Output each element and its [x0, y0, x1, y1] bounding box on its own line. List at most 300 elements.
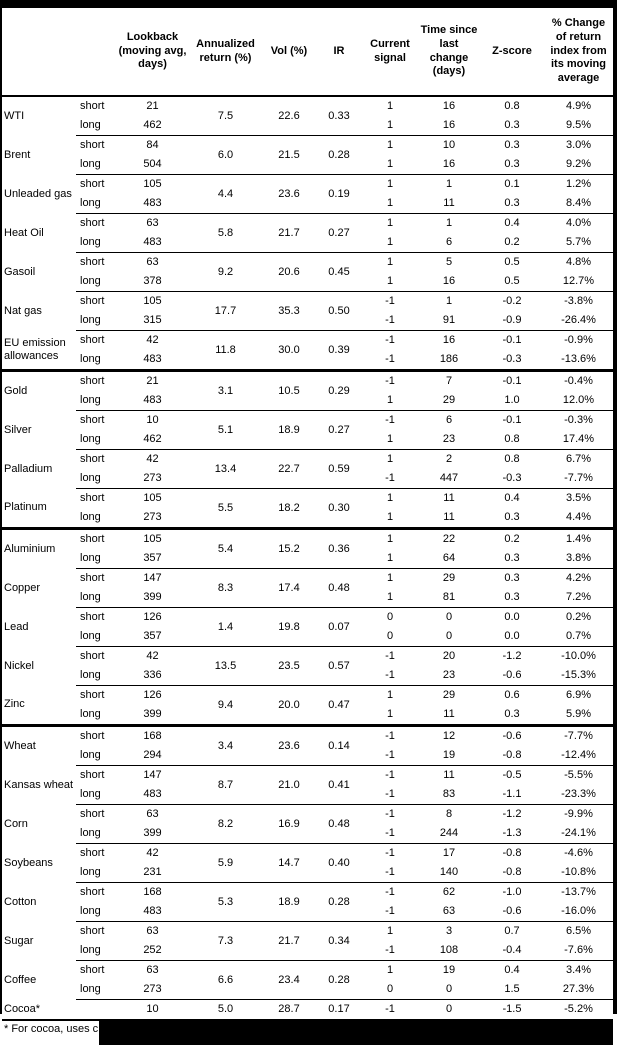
days-since-change-value: 19 — [442, 749, 456, 762]
annualized-return-value: 13.5 — [189, 647, 262, 686]
lookback-value: 273 — [143, 472, 162, 485]
days-since-change-value: 7 — [418, 371, 480, 392]
zscore-value: 0.2 — [480, 529, 544, 550]
commodity-name: Corn — [4, 817, 28, 830]
commodity-name: Unleaded gas — [4, 187, 72, 200]
table-row — [2, 961, 613, 981]
position-label: long — [80, 669, 101, 682]
zscore-value: -0.1 — [480, 411, 544, 431]
zscore-value: -0.6 — [502, 905, 522, 918]
signal-value: 1 — [362, 214, 418, 234]
lookback-value: 273 — [143, 511, 162, 524]
position-label: long — [80, 983, 101, 996]
signal-value: 1 — [386, 591, 394, 604]
zscore-value: 0.3 — [480, 569, 544, 589]
vol-value: 21.0 — [262, 766, 316, 805]
position-label: long — [80, 472, 101, 485]
position-label: long — [80, 708, 101, 721]
lookback-value: 462 — [143, 119, 162, 132]
days-since-change-value: 16 — [442, 275, 456, 288]
position-label: long — [80, 630, 101, 643]
lookback-value: 315 — [143, 314, 162, 327]
vol-value: 20.6 — [262, 253, 316, 292]
annualized-return-value: 8.3 — [189, 569, 262, 608]
ir-value: 0.40 — [316, 844, 362, 883]
days-since-change-value: 3 — [418, 922, 480, 942]
lookback-value: 105 — [116, 529, 189, 550]
zscore-value: 0.3 — [504, 591, 520, 604]
signal-value: -1 — [385, 669, 395, 682]
signal-value: -1 — [362, 647, 418, 667]
column-header-ir: IR — [316, 8, 362, 96]
table-row — [2, 608, 613, 628]
position-label: long — [80, 353, 101, 366]
pct-change-value: -5.2% — [544, 1000, 613, 1020]
commodity-name: Aluminium — [2, 529, 76, 569]
column-header-pct-change: % Change of return index from its moving average — [544, 8, 613, 96]
commodity-name: Lead — [4, 620, 29, 633]
vol-value: 23.6 — [262, 726, 316, 766]
commodity-name: Palladium — [4, 462, 53, 475]
pct-change-value: 9.2% — [565, 158, 592, 171]
pct-change-value: 0.2% — [544, 608, 613, 628]
commodity-name: Heat Oil — [4, 226, 44, 239]
days-since-change-value: 6 — [445, 236, 453, 249]
vol-value: 17.4 — [262, 569, 316, 608]
days-since-change-value: 6 — [418, 411, 480, 431]
days-since-change-value: 91 — [442, 314, 456, 327]
annualized-return-value: 5.1 — [189, 411, 262, 450]
commodity-name: Soybeans — [4, 856, 53, 869]
zscore-value: -0.6 — [502, 669, 522, 682]
commodity-name: Sugar — [4, 934, 34, 947]
vol-value: 30.0 — [262, 331, 316, 371]
pct-change-value: 9.5% — [565, 119, 592, 132]
pct-change-value: 7.2% — [565, 591, 592, 604]
zscore-value: -1.2 — [480, 805, 544, 825]
zscore-value: -1.1 — [502, 788, 522, 801]
lookback-value: 63 — [116, 961, 189, 981]
pct-change-value: -15.3% — [561, 669, 596, 682]
table-row — [2, 647, 613, 667]
days-since-change-value: 17 — [418, 844, 480, 864]
commodity-name: Platinum — [4, 501, 47, 514]
lookback-value: 147 — [116, 766, 189, 786]
lookback-value: 252 — [143, 944, 162, 957]
pct-change-value: 3.4% — [544, 961, 613, 981]
zscore-value: -0.6 — [480, 726, 544, 747]
days-since-change-value: 244 — [439, 827, 459, 840]
lookback-value: 126 — [116, 686, 189, 706]
annualized-return-value: 13.4 — [189, 450, 262, 489]
lookback-value: 105 — [116, 292, 189, 312]
zscore-value: -1.5 — [480, 1000, 544, 1020]
lookback-value: 357 — [143, 552, 162, 565]
commodity-name: Kansas wheat — [4, 778, 74, 791]
pct-change-value: 12.7% — [562, 275, 595, 288]
commodity-name: Brent — [4, 148, 31, 161]
annualized-return-value: 3.4 — [189, 726, 262, 766]
annualized-return-value: 7.5 — [217, 109, 234, 122]
signal-value: 0 — [362, 608, 418, 628]
commodity-name: Silver — [4, 423, 32, 436]
pct-change-value: 4.8% — [544, 253, 613, 273]
annualized-return-value: 11.8 — [189, 331, 262, 371]
table-body — [2, 96, 613, 1019]
position-label: short — [76, 922, 116, 942]
position-label: short — [76, 371, 116, 392]
days-since-change-value: 19 — [418, 961, 480, 981]
position-label: short — [76, 214, 116, 234]
position-label: short — [76, 883, 116, 903]
days-since-change-value: 16 — [418, 331, 480, 351]
table-row — [2, 1000, 613, 1020]
table-row — [2, 844, 613, 864]
position-label: short — [76, 647, 116, 667]
days-since-change-value: 447 — [439, 472, 459, 485]
zscore-value: 0.3 — [504, 708, 520, 721]
lookback-value: 10 — [116, 1000, 189, 1020]
lookback-value: 168 — [116, 726, 189, 747]
pct-change-value: 0.7% — [565, 630, 592, 643]
pct-change-value: -13.6% — [561, 353, 596, 366]
pct-change-value: -3.8% — [544, 292, 613, 312]
annualized-return-value: 5.4 — [189, 529, 262, 569]
vol-value: 35.3 — [262, 292, 316, 331]
zscore-value: 1.0 — [504, 394, 520, 407]
zscore-value: 0.0 — [480, 608, 544, 628]
lookback-value: 294 — [143, 749, 162, 762]
table-row — [2, 529, 613, 550]
position-label: short — [76, 292, 116, 312]
table-row — [2, 96, 613, 116]
zscore-value: 0.3 — [504, 158, 520, 171]
pct-change-value: 1.2% — [544, 175, 613, 195]
days-since-change-value: 0 — [445, 983, 453, 996]
position-label: short — [80, 100, 105, 113]
position-label: short — [76, 686, 116, 706]
days-since-change-value: 11 — [418, 489, 480, 509]
zscore-value: 0.3 — [504, 552, 520, 565]
lookback-value: 399 — [143, 591, 162, 604]
lookback-value: 483 — [143, 197, 162, 210]
signal-value: 1 — [362, 686, 418, 706]
vol-value: 10.5 — [262, 371, 316, 411]
signal-value: -1 — [385, 905, 395, 918]
lookback-value: 336 — [143, 669, 162, 682]
pct-change-value: -0.9% — [544, 331, 613, 351]
table-row — [2, 411, 613, 431]
zscore-value: -0.1 — [480, 371, 544, 392]
footnote — [2, 1019, 613, 1045]
pct-change-value: 6.9% — [544, 686, 613, 706]
position-label: long — [80, 827, 101, 840]
days-since-change-value: 22 — [418, 529, 480, 550]
vol-value: 28.7 — [262, 1000, 316, 1020]
zscore-value: -0.3 — [502, 353, 522, 366]
pct-change-value: 4.0% — [544, 214, 613, 234]
ir-value: 0.14 — [316, 726, 362, 766]
days-since-change-value: 29 — [418, 686, 480, 706]
commodity-name: Cocoa* — [4, 1002, 41, 1015]
pct-change-value: -10.8% — [561, 866, 596, 879]
lookback-value: 399 — [143, 708, 162, 721]
zscore-value: 0.4 — [480, 489, 544, 509]
days-since-change-value: 0 — [418, 1000, 480, 1020]
days-since-change-value: 1 — [418, 175, 480, 195]
position-label — [76, 1000, 116, 1020]
annualized-return-value: 5.5 — [189, 489, 262, 529]
signal-value: -1 — [385, 353, 395, 366]
zscore-value: -0.1 — [480, 331, 544, 351]
vol-value: 21.7 — [262, 214, 316, 253]
column-header-vol: Vol (%) — [262, 8, 316, 96]
pct-change-value: -26.4% — [561, 314, 596, 327]
signal-value: 1 — [362, 961, 418, 981]
signals-table — [2, 8, 613, 1019]
commodity-name: Nat gas — [4, 304, 42, 317]
position-label: short — [76, 136, 116, 156]
signal-value: -1 — [362, 411, 418, 431]
commodity-name: Gasoil — [4, 265, 36, 278]
vol-value: 18.9 — [262, 411, 316, 450]
pct-change-value: -23.3% — [561, 788, 596, 801]
commodity-name: Copper — [4, 581, 41, 594]
lookback-value: 63 — [116, 922, 189, 942]
position-label: short — [76, 489, 116, 509]
position-label: long — [80, 275, 101, 288]
ir-value: 0.50 — [316, 292, 362, 331]
table-row — [2, 489, 613, 509]
signal-value: -1 — [362, 371, 418, 392]
ir-value: 0.48 — [316, 569, 362, 608]
days-since-change-value: 11 — [418, 766, 480, 786]
column-header-current-signal: Current signal — [362, 8, 418, 96]
annualized-return-value: 3.1 — [189, 371, 262, 411]
signal-value: -1 — [362, 883, 418, 903]
signal-value: -1 — [362, 844, 418, 864]
signal-value: 1 — [386, 708, 394, 721]
zscore-value: 0.5 — [504, 275, 520, 288]
signal-value: 1 — [362, 529, 418, 550]
commodity-name: Wheat — [2, 726, 76, 766]
table-row — [2, 883, 613, 903]
pct-change-value: 4.2% — [544, 569, 613, 589]
days-since-change-value: 11 — [443, 708, 455, 721]
lookback-value: 462 — [143, 433, 162, 446]
vol-value: 20.0 — [262, 686, 316, 726]
days-since-change-value: 0 — [445, 630, 453, 643]
table-row — [2, 686, 613, 706]
zscore-value: 0.6 — [480, 686, 544, 706]
annualized-return-value: 9.4 — [189, 686, 262, 726]
days-since-change-value: 1 — [418, 292, 480, 312]
ir-value: 0.29 — [316, 371, 362, 411]
commodity-name: Gold — [2, 371, 76, 411]
vol-value: 18.9 — [262, 883, 316, 922]
pct-change-value: 17.4% — [562, 433, 595, 446]
table-row — [2, 292, 613, 312]
annualized-return-value: 9.2 — [189, 253, 262, 292]
signal-value: -1 — [385, 788, 395, 801]
days-since-change-value: 2 — [418, 450, 480, 470]
annualized-return-value: 5.0 — [189, 1000, 262, 1020]
vol-value: 22.6 — [278, 109, 300, 122]
ir-value: 0.28 — [316, 883, 362, 922]
lookback-value: 42 — [116, 450, 189, 470]
zscore-value: 0.8 — [504, 100, 520, 113]
days-since-change-value: 12 — [418, 726, 480, 747]
table-row — [2, 726, 613, 747]
signal-value: -1 — [385, 827, 395, 840]
annualized-return-value: 5.9 — [189, 844, 262, 883]
lookback-value: 63 — [116, 253, 189, 273]
zscore-value: -0.5 — [480, 766, 544, 786]
pct-change-value: 3.0% — [544, 136, 613, 156]
zscore-value: -0.8 — [502, 866, 522, 879]
pct-change-value: -0.4% — [544, 371, 613, 392]
table-frame — [0, 8, 617, 1035]
position-label: short — [76, 175, 116, 195]
days-since-change-value: 10 — [418, 136, 480, 156]
lookback-value: 378 — [143, 275, 162, 288]
ir-value: 0.27 — [316, 214, 362, 253]
position-label: short — [76, 766, 116, 786]
ir-value: 0.28 — [316, 136, 362, 175]
ir-value: 0.45 — [316, 253, 362, 292]
days-since-change-value: 11 — [443, 511, 455, 524]
pct-change-value: 5.7% — [565, 236, 592, 249]
annualized-return-value: 8.7 — [189, 766, 262, 805]
vol-value: 21.5 — [262, 136, 316, 175]
pct-change-value: -7.7% — [564, 472, 593, 485]
pct-change-value: 12.0% — [562, 394, 595, 407]
annualized-return-value: 1.4 — [189, 608, 262, 647]
position-label: long — [80, 119, 101, 132]
pct-change-value: -10.0% — [544, 647, 613, 667]
table-row — [2, 569, 613, 589]
pct-change-value: -13.7% — [544, 883, 613, 903]
ir-value: 0.48 — [316, 805, 362, 844]
lookback-value: 483 — [143, 788, 162, 801]
position-label: long — [80, 905, 101, 918]
vol-value: 23.4 — [262, 961, 316, 1000]
pct-change-value: -16.0% — [561, 905, 596, 918]
signal-value: -1 — [385, 472, 395, 485]
lookback-value: 231 — [143, 866, 162, 879]
signal-value: 0 — [386, 630, 394, 643]
zscore-value: 0.5 — [480, 253, 544, 273]
days-since-change-value: 23 — [442, 433, 456, 446]
column-header-lookback: Lookback (moving avg, days) — [116, 8, 189, 96]
table-row — [2, 922, 613, 942]
days-since-change-value: 8 — [418, 805, 480, 825]
position-label: short — [76, 450, 116, 470]
commodity-name: Coffee — [4, 973, 37, 986]
zscore-value: 0.0 — [504, 630, 520, 643]
lookback-value: 399 — [143, 827, 162, 840]
vol-value: 16.9 — [262, 805, 316, 844]
zscore-value: 0.7 — [480, 922, 544, 942]
days-since-change-value: 29 — [418, 569, 480, 589]
signal-value: 1 — [386, 511, 394, 524]
lookback-value: 105 — [116, 175, 189, 195]
days-since-change-value: 140 — [439, 866, 459, 879]
table-header — [2, 8, 613, 96]
days-since-change-value: 0 — [418, 608, 480, 628]
ir-value: 0.36 — [316, 529, 362, 569]
ir-value: 0.57 — [316, 647, 362, 686]
signal-value: -1 — [362, 766, 418, 786]
ir-value: 0.33 — [328, 109, 350, 122]
annualized-return-value: 8.2 — [189, 805, 262, 844]
days-since-change-value: 11 — [443, 197, 455, 210]
vol-value: 19.8 — [262, 608, 316, 647]
footnote-text: * For cocoa, uses c — [4, 1023, 99, 1035]
signal-value: 1 — [362, 175, 418, 195]
lookback-value: 63 — [116, 805, 189, 825]
position-label: short — [76, 961, 116, 981]
position-label: long — [80, 552, 101, 565]
lookback-value: 483 — [143, 353, 162, 366]
lookback-value: 42 — [116, 331, 189, 351]
annualized-return-value: 5.8 — [189, 214, 262, 253]
commodity-name: Zinc — [4, 698, 25, 711]
pct-change-value: 8.4% — [565, 197, 592, 210]
pct-change-value: -7.7% — [544, 726, 613, 747]
position-label: long — [80, 236, 101, 249]
zscore-value: 0.3 — [480, 136, 544, 156]
ir-value: 0.19 — [316, 175, 362, 214]
pct-change-value: -7.6% — [564, 944, 593, 957]
days-since-change-value: 1 — [418, 214, 480, 234]
days-since-change-value: 186 — [439, 353, 459, 366]
zscore-value: 0.2 — [504, 236, 520, 249]
column-header-time-since-change: Time since last change (days) — [418, 8, 480, 96]
position-label: short — [76, 253, 116, 273]
signal-value: 1 — [362, 253, 418, 273]
position-label: long — [80, 394, 101, 407]
zscore-value: 0.3 — [504, 197, 520, 210]
signal-value: 1 — [386, 552, 394, 565]
zscore-value: -1.0 — [480, 883, 544, 903]
pct-change-value: 3.8% — [565, 552, 592, 565]
pct-change-value: 4.9% — [565, 100, 592, 113]
signal-value: 1 — [386, 236, 394, 249]
zscore-value: -1.2 — [480, 647, 544, 667]
vol-value: 23.5 — [262, 647, 316, 686]
position-label: short — [76, 411, 116, 431]
lookback-value: 42 — [116, 844, 189, 864]
signal-value: 1 — [362, 489, 418, 509]
position-label: short — [76, 569, 116, 589]
zscore-value: 0.1 — [480, 175, 544, 195]
position-label: long — [80, 866, 101, 879]
signal-value: 1 — [362, 450, 418, 470]
pct-change-value: -24.1% — [561, 827, 596, 840]
signal-value: 1 — [386, 275, 394, 288]
signal-value: 1 — [386, 100, 394, 113]
signal-value: 1 — [386, 394, 394, 407]
pct-change-value: -4.6% — [544, 844, 613, 864]
annualized-return-value: 4.4 — [189, 175, 262, 214]
zscore-value: -0.3 — [502, 472, 522, 485]
pct-change-value: 27.3% — [562, 983, 595, 996]
position-label: long — [80, 433, 101, 446]
zscore-value: -0.8 — [502, 749, 522, 762]
table-row — [2, 766, 613, 786]
signal-value: -1 — [362, 292, 418, 312]
